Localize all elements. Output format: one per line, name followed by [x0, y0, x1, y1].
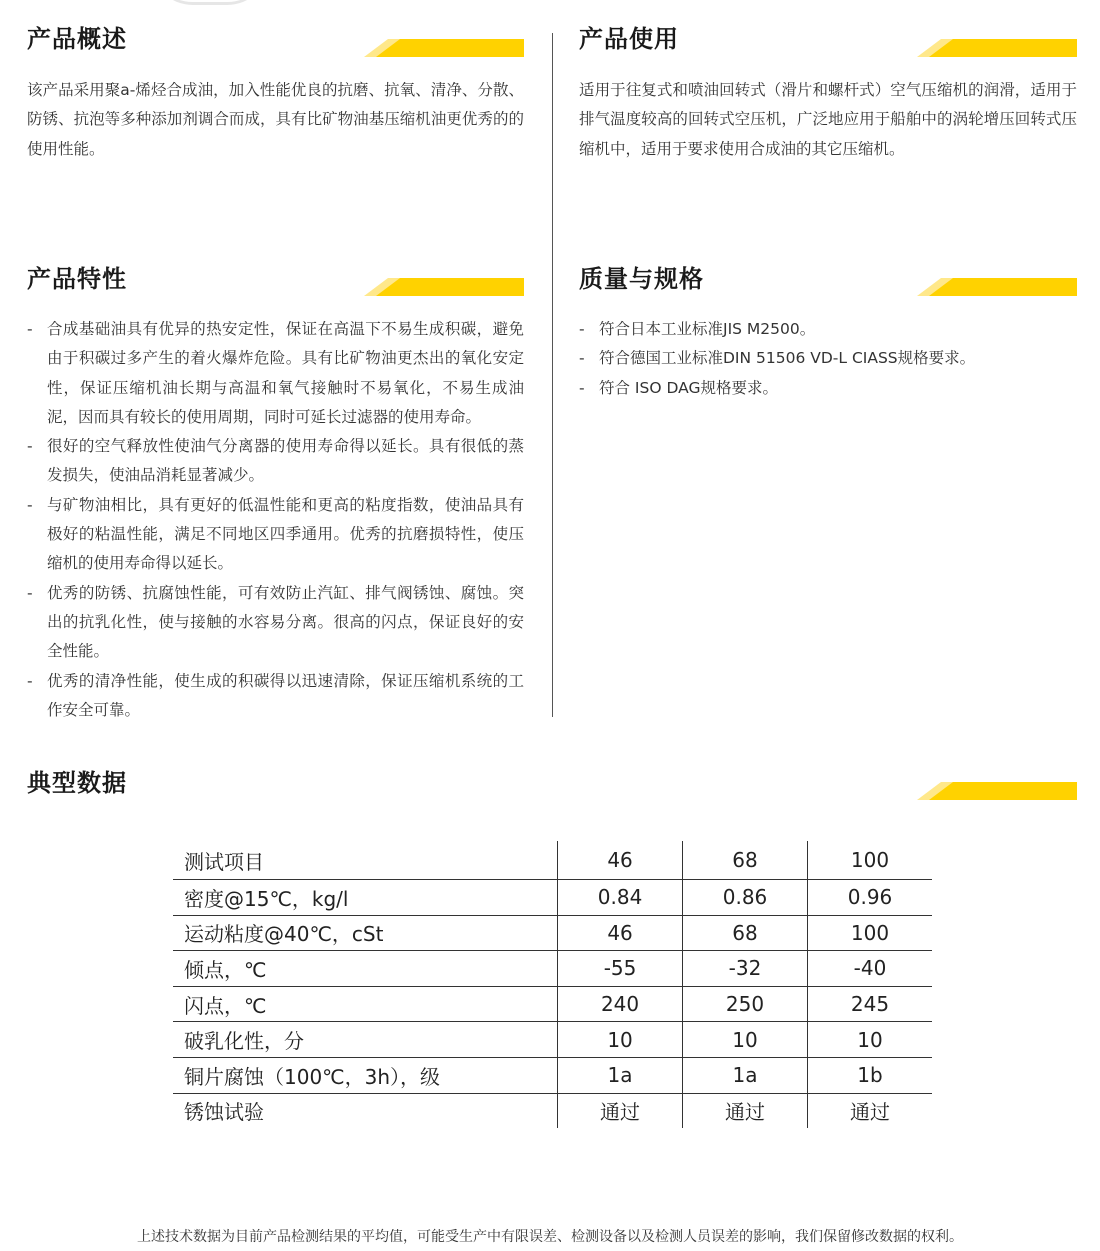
table-row	[173, 915, 932, 951]
list-item-text: 符合日本工业标准JIS M2500。	[599, 320, 816, 338]
table-row	[173, 986, 932, 1022]
table-cell-value: 68	[683, 841, 808, 880]
quality-list	[579, 315, 1077, 403]
table-cell-label: 锈蚀试验	[184, 1100, 264, 1125]
table-cell-label: 密度@15℃，kg/l	[173, 880, 558, 916]
table-row	[173, 1022, 932, 1058]
table-cell-label: 测试项目	[173, 841, 558, 880]
bullet-dash: -	[27, 495, 33, 514]
usage-heading	[579, 14, 1077, 53]
overview-text: 该产品采用聚a-烯烃合成油，加入性能优良的抗磨、抗氧、清净、分散、防锈、抗泡等多种添加剂调合而成，具有比矿物油基压缩机油更优秀的的使用性能。	[27, 81, 524, 158]
heading-accent-bar	[364, 39, 524, 57]
heading-accent-bar	[917, 39, 1077, 57]
table-cell-value: 46	[558, 915, 683, 951]
table-cell-value: 0.96	[808, 880, 933, 916]
typical-title: 典型数据	[27, 769, 127, 797]
table-cell-label: 闪点，℃	[173, 986, 558, 1022]
quality-title: 质量与规格	[579, 265, 704, 293]
table-cell-value: 通过	[808, 1093, 933, 1128]
table-row	[173, 1093, 932, 1128]
heading-accent-bar	[917, 782, 1077, 800]
list-item	[579, 315, 1077, 344]
list-item	[579, 344, 1077, 373]
decorative-arc	[150, 0, 270, 5]
heading-accent-bar	[364, 278, 524, 296]
table-cell-value: 10	[558, 1022, 683, 1058]
list-item-text: 合成基础油具有优异的热安定性，保证在高温下不易生成积碳，避免由于积碳过多产生的着火爆炸危险。具有比矿物油更杰出的氧化安定性，保证压缩机油长期与高温和氧气接触时不易氧化，不易生成油泥，因而具有较长的使用周期，同时可延长过滤器的使用寿命。	[47, 320, 524, 426]
list-item	[27, 667, 524, 726]
table-cell-value: 100	[808, 841, 933, 880]
list-item-text: 符合 ISO DAG规格要求。	[599, 378, 778, 397]
usage-text: 适用于往复式和喷油回转式（滑片和螺杆式）空气压缩机的润滑，适用于排气温度较高的回转式空压机，广泛地应用于船舶中的涡轮增压回转式压缩机中，适用于要求使用合成油的其它压缩机。	[579, 81, 1077, 158]
list-item	[27, 491, 524, 579]
table-cell-value: 250	[683, 986, 808, 1022]
table-cell-value: 1a	[683, 1057, 808, 1093]
bullet-dash: -	[579, 320, 585, 338]
table-cell-value: 10	[683, 1022, 808, 1058]
table-cell-value: 100	[808, 915, 933, 951]
list-item	[579, 374, 1077, 403]
quality-heading	[579, 252, 1077, 293]
list-item-text: 与矿物油相比，具有更好的低温性能和更高的粘度指数，使油品具有极好的粘温性能，满足不同地区四季通用。优秀的抗磨损特性，使压缩机的使用寿命得以延长。	[47, 495, 524, 573]
footer-disclaimer: 上述技术数据为目前产品检测结果的平均值，可能受生产中有限误差、检测设备以及检测人员误差的影响，我们保留修改数据的权利。	[137, 1229, 963, 1245]
features-heading	[27, 252, 524, 293]
bullet-dash: -	[27, 437, 33, 456]
table-row	[173, 841, 932, 880]
list-item-text: 很好的空气释放性使油气分离器的使用寿命得以延长。具有很低的蒸发损失，使油品消耗显著减少。	[47, 437, 524, 485]
table-cell-label: 倾点，℃	[173, 951, 558, 987]
table-cell-value: -55	[558, 951, 683, 987]
bullet-dash: -	[27, 671, 33, 690]
bullet-dash: -	[579, 378, 585, 397]
table-row	[173, 951, 932, 987]
table-cell-value: 1a	[558, 1057, 683, 1093]
bullet-dash: -	[27, 320, 33, 338]
column-divider	[552, 33, 553, 717]
features-title: 产品特性	[27, 265, 127, 293]
table-cell-value: -32	[683, 951, 808, 987]
usage-title: 产品使用	[579, 25, 679, 53]
table-cell-value: 0.86	[683, 880, 808, 916]
bullet-dash: -	[579, 349, 585, 368]
overview-heading	[27, 14, 524, 53]
list-item-text: 优秀的清净性能，使生成的积碳得以迅速清除，保证压缩机系统的工作安全可靠。	[47, 671, 524, 719]
table-row	[173, 880, 932, 916]
table-cell-value: 46	[558, 841, 683, 880]
table-cell-value: 10	[808, 1022, 933, 1058]
typical-data-table	[173, 841, 932, 1128]
table-cell-value: 240	[558, 986, 683, 1022]
bullet-dash: -	[27, 583, 33, 602]
table-cell-value: 245	[808, 986, 933, 1022]
table-cell-label: 铜片腐蚀（100℃，3h），级	[173, 1057, 558, 1093]
list-item	[27, 579, 524, 667]
table-cell-value: 1b	[808, 1057, 933, 1093]
overview-title: 产品概述	[27, 25, 127, 53]
table-cell-label: 运动粘度@40℃，cSt	[173, 915, 558, 951]
table-cell-value: 68	[683, 915, 808, 951]
table-cell-value: 通过	[683, 1093, 808, 1128]
list-item	[27, 315, 524, 432]
typical-heading	[27, 756, 1077, 797]
table-cell-value: 0.84	[558, 880, 683, 916]
table-row	[173, 1057, 932, 1093]
list-item-text: 符合德国工业标准DIN 51506 VD-L CIASS规格要求。	[599, 349, 976, 368]
table-cell-label: 破乳化性，分	[173, 1022, 558, 1058]
table-cell-value: 通过	[558, 1093, 683, 1128]
list-item-text: 优秀的防锈、抗腐蚀性能，可有效防止汽缸、排气阀锈蚀、腐蚀。突出的抗乳化性，使与接触的水容易分离。很高的闪点，保证良好的安全性能。	[47, 583, 524, 661]
list-item	[27, 432, 524, 491]
heading-accent-bar	[917, 278, 1077, 296]
features-list	[27, 315, 524, 725]
table-cell-value: -40	[808, 951, 933, 987]
